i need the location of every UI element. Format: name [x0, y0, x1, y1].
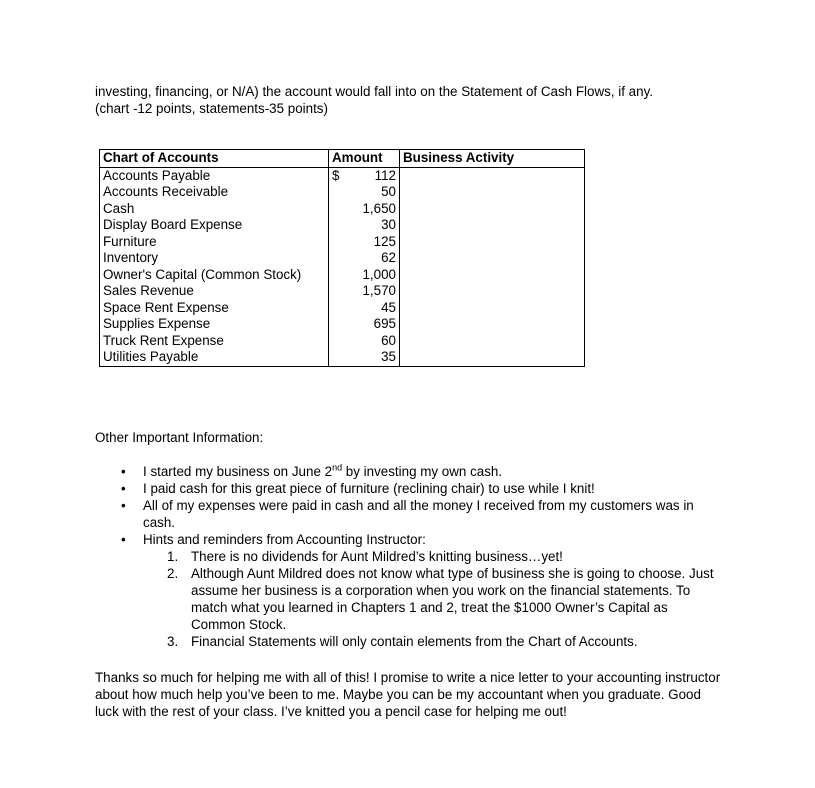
table-row	[100, 250, 585, 267]
hint-item	[143, 548, 720, 565]
table-row	[100, 283, 585, 300]
business-activity-cell[interactable]	[400, 349, 585, 366]
business-activity-cell[interactable]	[400, 250, 585, 267]
account-name: Supplies Expense	[100, 316, 329, 333]
account-name: Space Rent Expense	[100, 300, 329, 317]
hint-item	[143, 565, 720, 633]
account-amount	[329, 167, 400, 184]
account-name: Display Board Expense	[100, 217, 329, 234]
account-name: Cash	[100, 201, 329, 218]
business-activity-cell[interactable]	[400, 234, 585, 251]
table-row	[100, 234, 585, 251]
business-activity-cell[interactable]	[400, 300, 585, 317]
business-activity-cell[interactable]	[400, 184, 585, 201]
intro-text	[95, 83, 735, 117]
bullet-icon: •	[121, 481, 126, 496]
account-amount: 1,000	[329, 267, 400, 284]
business-activity-cell[interactable]	[400, 217, 585, 234]
intro-line-1: investing, financing, or N/A) the account would fall into on the Statement of Cash Flows, if any.	[95, 84, 653, 99]
table-row	[100, 333, 585, 350]
table-row	[100, 167, 585, 184]
bullet-icon: •	[121, 532, 126, 547]
list-item	[95, 531, 720, 650]
account-amount: 30	[329, 217, 400, 234]
account-name: Truck Rent Expense	[100, 333, 329, 350]
table-header-row	[100, 150, 585, 168]
account-amount: 62	[329, 250, 400, 267]
bullet-text: All of my expenses were paid in cash and all the money I received from my customers was in cash.	[143, 498, 694, 530]
bullet-icon: •	[121, 498, 126, 513]
hint-text: Financial Statements will only contain elements from the Chart of Accounts.	[191, 634, 638, 649]
account-amount: 60	[329, 333, 400, 350]
table-row	[100, 349, 585, 366]
list-item	[95, 497, 720, 531]
chart-of-accounts-table	[99, 149, 585, 367]
hint-number: 3.	[167, 634, 179, 649]
account-name: Accounts Receivable	[100, 184, 329, 201]
account-amount: 695	[329, 316, 400, 333]
table-row	[100, 267, 585, 284]
table-row	[100, 316, 585, 333]
account-name: Owner's Capital (Common Stock)	[100, 267, 329, 284]
header-business-activity: Business Activity	[400, 150, 585, 168]
intro-line-2: (chart -12 points, statements-35 points)	[95, 101, 328, 116]
account-name: Inventory	[100, 250, 329, 267]
table-row	[100, 300, 585, 317]
business-activity-cell[interactable]	[400, 283, 585, 300]
account-name: Utilities Payable	[100, 349, 329, 366]
account-amount: 1,650	[329, 201, 400, 218]
business-activity-cell[interactable]	[400, 333, 585, 350]
account-name: Accounts Payable	[100, 167, 329, 184]
amount-value: 112	[374, 167, 396, 183]
header-chart-of-accounts: Chart of Accounts	[100, 150, 329, 168]
bullet-icon: •	[121, 464, 126, 479]
other-info-heading: Other Important Information:	[95, 430, 264, 445]
header-amount: Amount	[329, 150, 400, 168]
hints-list	[143, 548, 720, 650]
account-name: Sales Revenue	[100, 283, 329, 300]
business-activity-cell[interactable]	[400, 167, 585, 184]
business-activity-cell[interactable]	[400, 316, 585, 333]
other-info-list	[95, 463, 720, 650]
account-amount: 45	[329, 300, 400, 317]
table-row	[100, 201, 585, 218]
bullet-text-post: by investing my own cash.	[342, 464, 503, 479]
bullet-text-pre: I started my business on June 2	[143, 464, 333, 479]
currency-symbol: $	[332, 167, 340, 183]
business-activity-cell[interactable]	[400, 201, 585, 218]
ordinal-suffix: nd	[332, 462, 343, 473]
bullet-text: Hints and reminders from Accounting Instructor:	[143, 532, 426, 547]
hint-item	[143, 633, 720, 650]
account-amount: 35	[329, 349, 400, 366]
hint-number: 2.	[167, 566, 179, 581]
business-activity-cell[interactable]	[400, 267, 585, 284]
list-item	[95, 463, 720, 480]
list-item	[95, 480, 720, 497]
hint-text: There is no dividends for Aunt Mildred’s knitting business…yet!	[191, 549, 563, 564]
account-amount: 50	[329, 184, 400, 201]
hint-number: 1.	[167, 549, 179, 564]
closing-paragraph: Thanks so much for helping me with all of this! I promise to write a nice letter to your accounting instructor about how much help you’ve been to me. Maybe you can be my accountant when you graduate. Good luck with the rest of your class. I’ve knitted you a pencil case for helping me out!	[95, 670, 721, 719]
account-amount: 1,570	[329, 283, 400, 300]
table-row	[100, 217, 585, 234]
bullet-text: I paid cash for this great piece of furniture (reclining chair) to use while I knit!	[143, 481, 595, 496]
account-name: Furniture	[100, 234, 329, 251]
hint-text: Although Aunt Mildred does not know what type of business she is going to choose. Just assume her business is a corporation when you work on the financial statements. To match what you learned in Chapters 1 and 2, treat the $1000 Owner’s Capital as Common Stock.	[191, 566, 714, 632]
table-row	[100, 184, 585, 201]
account-amount: 125	[329, 234, 400, 251]
